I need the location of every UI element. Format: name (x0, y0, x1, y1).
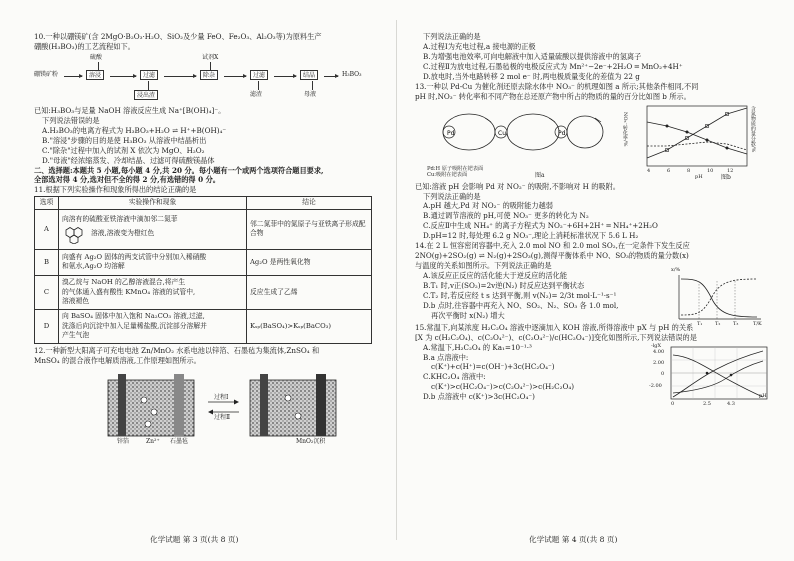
page-3-footer: 化学试题 第 3 页(共 8 页) (150, 534, 239, 544)
q11-table (34, 196, 372, 343)
q13-stem-line1: 13.一种以 Pd-Cu 为催化剂还原去除水体中 NO₃⁻ 的机理如图 a 所示;其他条件相同,不同 (415, 81, 699, 91)
q14-option-b: B.T₁ 时,v正(SO₂)=2v逆(N₂) 时反应达到平衡状态 (423, 280, 585, 290)
q10-prompt: 下列说法错误的是 (42, 115, 100, 125)
q14-option-a: A.该反应正反应的活化能大于逆反应的活化能 (423, 271, 568, 280)
q10-option-b: B."溶浸"步骤的目的是使 H₃BO₃ 从溶液中结晶析出 (42, 135, 207, 145)
q11-row-b-conclusion: Ag₂O 是两性氧化物 (247, 249, 372, 275)
section-2-header (34, 166, 387, 186)
fig-b-ylabel-2: 含氮物质的量分数/% (749, 105, 756, 152)
q11-row-d-op-line3: 产生气泡 (62, 330, 90, 339)
q11-row-d-operation (59, 309, 247, 343)
fig-b-xtick-1: 6 (667, 167, 671, 174)
svg-text:Pd: Pd (558, 129, 566, 137)
table-row (35, 209, 372, 249)
q10-stem-line2: 硼酸(H₃BO₃)的工艺流程如下。 (34, 41, 135, 51)
table-row (35, 309, 372, 343)
q12-option-c: C.过程Ⅱ为放电过程,石墨毡极的电极反应式为 Mn²⁺−2e⁻+2H₂O ═ MnO₂+4H⁺ (423, 61, 683, 71)
fig-a-caption: 图a (535, 171, 545, 179)
fig-b-xlabel: pH (695, 173, 703, 180)
page-4-footer: 化学试题 第 4 页(共 8 页) (529, 534, 618, 544)
q15-option-c: C.KHC₂O₄ 溶液中: (423, 372, 486, 382)
flow-step-filter1: 过滤 (140, 70, 158, 80)
q15-ytick-4: -2.00 (649, 382, 662, 389)
q14-stem-line1: 14.在 2 L 恒容密闭容器中,充入 2.0 mol NO 和 2.0 mol SO₂,在一定条件下发生反应 (415, 241, 690, 251)
q10-given: 已知:H₃BO₃与足量 NaOH 溶液反应生成 Na⁺[B(OH)₄]⁻。 (34, 105, 226, 115)
q15-xtick-3: 4.3 (727, 400, 735, 407)
q11-stem: 11.根据下列实验操作和现象所得出的结论正确的是 (34, 185, 197, 195)
q14-option-d-line2: 再次平衡时 x(N₂) 增大 (431, 310, 505, 320)
q11-header-option: 选项 (35, 197, 59, 209)
q11-row-c-option: C (35, 275, 59, 309)
flow-residue2: 滤渣 (250, 90, 263, 98)
q15-chart-ylabel: -lgX (651, 342, 662, 349)
q10-option-c: C."除杂"过程中加入的试剂 X 依次为 MgO、H₂O₂ (42, 145, 205, 155)
q11-row-a-option: A (35, 209, 59, 249)
label-graphite-felt: 石墨毡 (170, 437, 189, 445)
q11-table-header (35, 197, 372, 209)
q12-stem-line2: MnSO₄ 的混合液作电解质溶液,工作原理如图所示。 (34, 355, 201, 365)
q11-row-c-op-line1: 溴乙烷与 NaOH 的乙醇溶液混合,将产生 (62, 278, 186, 287)
q11-row-c-op-line3: 溶液褪色 (62, 296, 90, 305)
q14-option-d-line1: D.b 点时,往容器中再充入 NO、SO₂、N₂、SO₃ 各 1.0 mol, (423, 300, 619, 310)
fig-b-xtick-2: 8 (687, 167, 691, 174)
q13-option-a: A.pH 越大,Pd 对 NO₂⁻ 的吸附能力越弱 (423, 201, 553, 211)
section-2-line2: 全部选对得 4 分,选对但不全的得 2 分,有选错的得 0 分。 (34, 175, 220, 185)
flow-product: H₃BO₃ (342, 70, 362, 78)
q14-stem-line2: 2NO(g)+2SO₂(g) ⇌ N₂(g)+2SO₃(g),测得平衡体系中 NO、SO₃的物质的量分数(x) (415, 251, 689, 261)
table-row (35, 275, 372, 309)
fig-a-legend-1: Pd:H 原子吸附在钯表面 (427, 165, 484, 172)
flow-residue1: 浸出渣 (134, 90, 158, 100)
fig-b-xtick-0: 4 (647, 167, 651, 174)
q11-row-a-operation (59, 209, 247, 249)
q15-option-c-eq: c(K⁺)>c(HC₂O₄⁻)>c(C₂O₄²⁻)>c(H₂C₂O₄) (431, 382, 575, 392)
table-row (35, 249, 372, 275)
q15-xtick-2: 2.5 (703, 400, 711, 407)
q15-option-b: B.a 点溶液中: (423, 352, 469, 362)
flow-step-crystal: 结晶 (300, 70, 318, 80)
q11-header-operation: 实验操作和现象 (59, 197, 247, 209)
question-15 (415, 322, 772, 407)
page-4 (397, 0, 794, 561)
q13-given: 已知:溶液 pH 会影响 Pd 对 NO₂⁻ 的吸附,不影响对 H 的吸附。 (415, 181, 620, 191)
q11-row-c-operation (59, 275, 247, 309)
flow-ore: 硼镁矿粉 (34, 70, 59, 78)
flow-reagent-x-label: 试剂X (202, 53, 219, 61)
q15-ytick-1: 4.00 (653, 348, 665, 355)
q15-option-b-eq: c(K⁺)+c(H⁺)=c(OH⁻)+3c(HC₂O₄⁻) (431, 362, 555, 372)
q11-row-c-op-line2: 的气体通入盛有酸性 KMnO₄ 溶液的试管中, (62, 287, 196, 296)
q11-row-a-op-line2: 溶液,溶液变为橙红色 (91, 229, 155, 238)
label-zn2: Zn²⁺ (146, 437, 160, 445)
q12-option-d: D.放电时,当外电路转移 2 mol e⁻ 时,两电极质量变化的差值为 22 g (423, 71, 640, 81)
svg-text:Pd: Pd (447, 129, 455, 137)
q14-chart-xtick-3: T₃ (733, 321, 739, 328)
q13-figures (415, 102, 772, 182)
flow-step-impurity: 除杂 (200, 70, 218, 80)
q13-stem-line2: pH 时,NO₃⁻ 转化率和不同产物在总还原产物中所占的物质的量的百分比如图 b 所示。 (415, 91, 691, 101)
flow-liquor: 母液 (304, 90, 317, 98)
q11-header-conclusion: 结论 (247, 197, 372, 209)
question-12-options (415, 32, 772, 82)
q10-stem-line1: 10.一种以硼镁矿(含 2MgO·B₂O₃·H₂O、SiO₂及少量 FeO、Fe₂O₃、Al₂O₃等)为原料生产 (34, 32, 322, 41)
q12-prompt: 下列说法正确的是 (423, 32, 481, 41)
q11-row-a-op-line1: 向溶有的硫酸亚铁溶液中滴加邻二氮菲 (62, 214, 178, 223)
q12-option-b: B.为增强电池效率,可向电解液中加入适量硫酸以提供溶液中的氢离子 (423, 51, 642, 61)
q14-chart-xtick-2: T₂ (715, 321, 721, 328)
q13-option-c: C.反应Ⅱ中生成 NH₄⁺ 的离子方程式为 NO₂⁻+6H+2H⁺ ═ NH₄⁺+2H₂O (423, 221, 658, 231)
q15-ytick-3: 0 (661, 370, 665, 377)
battery-diagram (34, 370, 387, 448)
q15-option-d: D.b 点溶液中 c(K⁺)>3c(HC₂O₄⁻) (423, 392, 535, 402)
q13-option-b: B.通过调节溶液的 pH,可使 NO₃⁻ 更多的转化为 N₂ (423, 211, 589, 221)
fig-b-xtick-3: 10 (707, 167, 714, 174)
q14-stem-line3: 与温度的关系如图所示。下列说法正确的是 (415, 261, 552, 271)
q15-chart-xlabel: pH (759, 392, 767, 399)
q14-chart-ylabel: x/% (671, 267, 681, 274)
fig-b-ylabel-1: NO₃⁻转化率/% (621, 111, 628, 147)
q11-row-d-op-line2: 洗涤后向沉淀中加入足量稀盐酸,沉淀部分溶解并 (62, 321, 207, 330)
q11-row-a-conclusion: 邻二氮菲中的氮原子与亚铁离子形成配合物 (247, 209, 372, 249)
label-process-1: 过程Ⅰ (214, 393, 229, 401)
q11-row-b-option: B (35, 249, 59, 275)
question-10 (34, 32, 387, 166)
q15-xtick-1: 0 (671, 400, 675, 407)
q11-row-b-operation (59, 249, 247, 275)
label-zinc-foil: 锌箔 (117, 437, 130, 445)
q11-row-b-op-line1: 向盛有 Ag₂O 固体的两支试管中分别加入稀硝酸 (62, 252, 207, 261)
question-13 (415, 82, 772, 242)
question-12 (34, 346, 387, 448)
q10-option-a: A.H₃BO₃的电离方程式为 H₃BO₃+H₂O ⇌ H⁺+B(OH)₄⁻ (42, 125, 227, 135)
q15-option-a: A.常温下,H₂C₂O₄ 的 Ka₁=10⁻¹·³ (423, 342, 532, 352)
q14-option-c: C.T₂ 时,若反应经 t s 达到平衡,则 v(N₂)= 2/3t mol·L⁻¹·s⁻¹ (423, 290, 617, 300)
q13-prompt: 下列说法正确的是 (423, 191, 481, 201)
mechanism-diagram-icon (425, 104, 625, 174)
q15-stem-line2: [X 为 c(H₂C₂O₄)、c(C₂O₄²⁻)、c(C₂O₄²⁻)/c(HC₂O₄⁻)]变化如图所示,下列说法错误的是 (415, 332, 697, 342)
flow-acid-label: 硫酸 (90, 53, 103, 61)
svg-text:Cu: Cu (498, 129, 506, 137)
conversion-chart-icon (633, 102, 763, 180)
q15-stem-line1: 15.常温下,向某浓度 H₂C₂O₄ 溶液中逐滴加入 KOH 溶液,所得溶液中 pX 与 pH 的关系 (415, 322, 694, 332)
q11-row-c-conclusion: 反应生成了乙烯 (247, 275, 372, 309)
section-2-line1: 二、选择题:本题共 5 小题,每小题 4 分,共 20 分。每小题有一个或两个选项符合题目要求, (34, 165, 324, 175)
question-11 (34, 185, 387, 343)
label-mno2-deposit: MnO₂沉积 (296, 437, 326, 445)
label-process-2: 过程Ⅱ (214, 413, 231, 421)
q12-stem-line1: 12.一种新型大阳离子可充电电池 Zn/MnO₂ 水系电池以锌箔、石墨毡为集流体,ZnSO₄ 和 (34, 345, 320, 355)
q11-row-d-option: D (35, 309, 59, 343)
q12-option-a: A.过程Ⅰ为充电过程,a 接电源的正极 (423, 41, 536, 51)
q10-option-d: D."母液"经浓缩蒸发、冷却结晶、过滤可得硫酸镁晶体 (42, 155, 215, 165)
q11-row-b-op-line2: 和氨水,Ag₂O 均溶解 (62, 262, 125, 271)
fig-b-caption: 图b (721, 173, 731, 181)
phenanthroline-structure-icon (62, 224, 88, 244)
q13-option-d: D.pH=12 时,每处理 6.2 g NO₃⁻,理论上消耗标准状况下 5.6 L H₂ (423, 231, 639, 241)
flow-step-filter2: 过滤 (250, 70, 268, 80)
q14-chart-xtick-1: T₁ (697, 321, 703, 328)
q11-row-d-conclusion: Kₛₚ(BaSO₄)>Kₛₚ(BaCO₃) (247, 309, 372, 343)
battery-schematic-icon (104, 370, 344, 448)
q15-ytick-2: 2.00 (653, 359, 665, 366)
q14-chart-xlabel: T/K (753, 321, 762, 328)
fig-b-xtick-4: 12 (727, 167, 734, 174)
fig-a-legend-2: Cu:吸附在钯表面 (427, 171, 468, 178)
flow-step-dissolve: 溶浸 (86, 70, 104, 80)
q11-row-d-op-line1: 向 BaSO₄ 固体中加入饱和 Na₂CO₃ 溶液,过滤, (62, 312, 205, 321)
process-flow-diagram (34, 54, 387, 104)
